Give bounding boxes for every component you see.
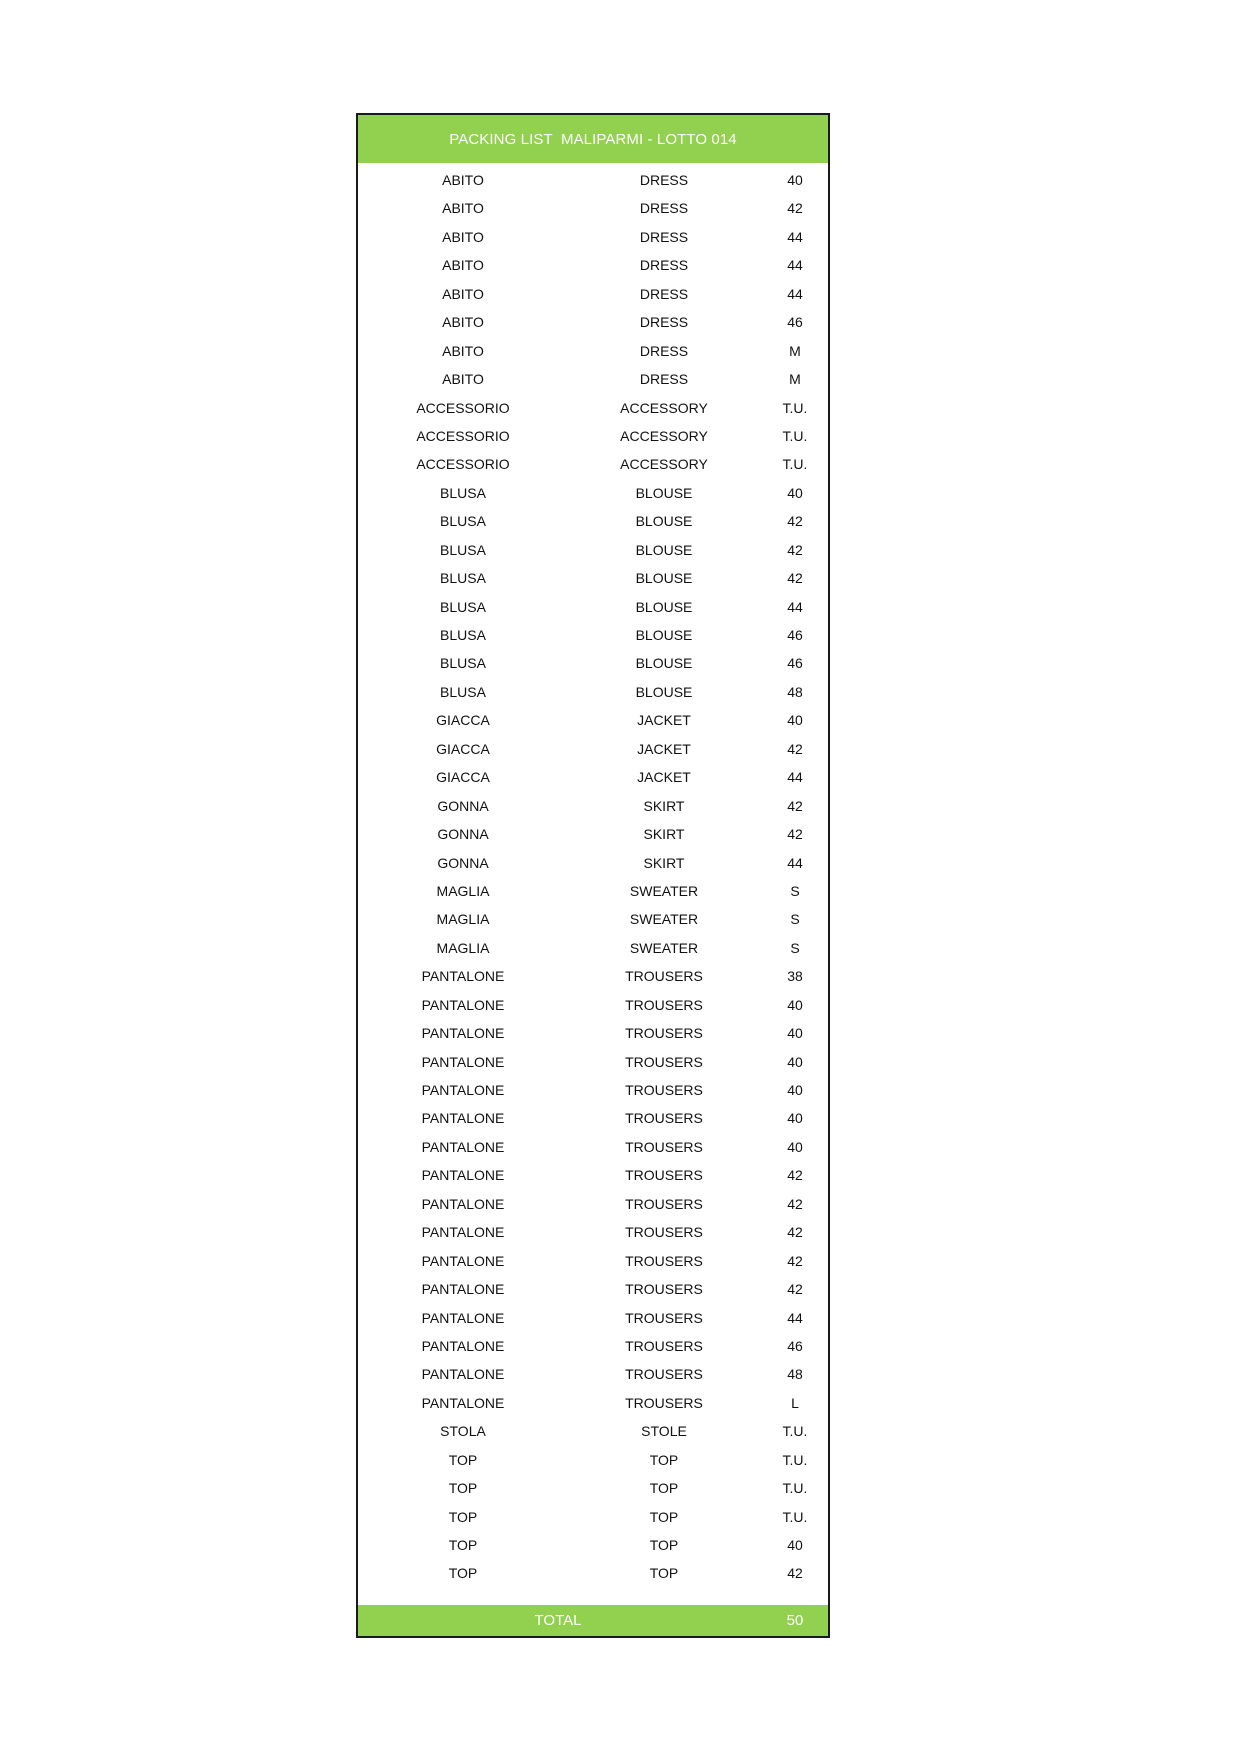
item-size: 42 bbox=[787, 797, 803, 814]
item-size: 42 bbox=[787, 1167, 803, 1184]
item-italian-name: MAGLIA bbox=[436, 939, 490, 956]
table-row bbox=[358, 1474, 828, 1502]
packing-list-rows bbox=[358, 166, 828, 1588]
item-italian-name: PANTALONE bbox=[421, 1281, 505, 1298]
item-italian-name: PANTALONE bbox=[421, 1167, 505, 1184]
item-size: 42 bbox=[787, 1252, 803, 1269]
table-row bbox=[358, 507, 828, 535]
item-english-name: TROUSERS bbox=[625, 1110, 703, 1127]
item-italian-name: PANTALONE bbox=[421, 1337, 505, 1354]
item-size: 44 bbox=[787, 769, 803, 786]
item-italian-name: GIACCA bbox=[436, 769, 490, 786]
item-italian-name: PANTALONE bbox=[421, 1110, 505, 1127]
item-italian-name: BLUSA bbox=[440, 683, 486, 700]
item-italian-name: PANTALONE bbox=[421, 1082, 505, 1098]
item-size: S bbox=[790, 911, 800, 928]
item-italian-name: TOP bbox=[448, 1565, 478, 1582]
table-row bbox=[358, 1104, 828, 1132]
item-size: 42 bbox=[787, 740, 803, 757]
item-italian-name: TOP bbox=[448, 1537, 478, 1553]
item-italian-name: PANTALONE bbox=[421, 1195, 505, 1212]
item-size: T.U. bbox=[782, 427, 808, 444]
item-english-name: SWEATER bbox=[629, 939, 699, 956]
table-row bbox=[358, 337, 828, 365]
item-italian-name: BLUSA bbox=[440, 513, 486, 530]
item-italian-name: ABITO bbox=[442, 285, 484, 302]
packing-list-title: PACKING LIST MALIPARMI - LOTTO 014 bbox=[358, 115, 828, 163]
total-bar bbox=[358, 1605, 828, 1636]
item-english-name: TROUSERS bbox=[625, 1309, 703, 1326]
table-row bbox=[358, 1076, 828, 1104]
item-size: 40 bbox=[787, 484, 803, 501]
item-italian-name: ABITO bbox=[442, 200, 484, 217]
table-row bbox=[358, 905, 828, 933]
item-english-name: TROUSERS bbox=[625, 1281, 703, 1298]
item-english-name: TROUSERS bbox=[625, 1224, 703, 1241]
item-size: 38 bbox=[787, 968, 803, 985]
total-value: 50 bbox=[786, 1612, 804, 1629]
item-italian-name: PANTALONE bbox=[421, 968, 505, 985]
item-italian-name: BLUSA bbox=[440, 570, 486, 587]
item-size: 46 bbox=[787, 1337, 803, 1354]
item-italian-name: ABITO bbox=[442, 172, 484, 188]
item-size: T.U. bbox=[782, 1480, 808, 1497]
table-row bbox=[358, 1417, 828, 1445]
item-size: 44 bbox=[787, 257, 803, 274]
table-row bbox=[358, 962, 828, 990]
total-label: TOTAL bbox=[534, 1612, 582, 1629]
item-italian-name: PANTALONE bbox=[421, 1252, 505, 1269]
item-english-name: JACKET bbox=[637, 740, 691, 757]
item-size: 44 bbox=[787, 285, 803, 302]
table-row bbox=[358, 280, 828, 308]
item-size: 44 bbox=[787, 854, 803, 871]
item-size: 42 bbox=[787, 570, 803, 587]
item-italian-name: GONNA bbox=[437, 854, 489, 871]
item-size: 40 bbox=[787, 1082, 803, 1098]
table-row bbox=[358, 422, 828, 450]
table-row bbox=[358, 1048, 828, 1076]
item-size: 40 bbox=[787, 712, 803, 729]
item-italian-name: BLUSA bbox=[440, 627, 486, 643]
table-row bbox=[358, 706, 828, 734]
item-english-name: SKIRT bbox=[643, 797, 685, 814]
item-size: T.U. bbox=[782, 399, 808, 416]
item-english-name: TROUSERS bbox=[625, 996, 703, 1013]
item-english-name: JACKET bbox=[637, 769, 691, 786]
item-italian-name: ACCESSORIO bbox=[416, 427, 510, 444]
table-row bbox=[358, 621, 828, 649]
item-italian-name: ACCESSORIO bbox=[416, 456, 510, 473]
item-italian-name: GONNA bbox=[437, 826, 489, 843]
item-size: 44 bbox=[787, 1309, 803, 1326]
item-english-name: BLOUSE bbox=[635, 484, 693, 501]
item-size: 40 bbox=[787, 1053, 803, 1070]
table-row bbox=[358, 877, 828, 905]
item-size: T.U. bbox=[782, 1451, 808, 1468]
table-row bbox=[358, 251, 828, 279]
item-size: 46 bbox=[787, 627, 803, 643]
item-english-name: DRESS bbox=[639, 172, 689, 188]
item-english-name: BLOUSE bbox=[635, 627, 693, 643]
item-size: L bbox=[791, 1394, 799, 1411]
item-english-name: TOP bbox=[649, 1537, 679, 1553]
item-italian-name: TOP bbox=[448, 1508, 478, 1525]
item-english-name: JACKET bbox=[637, 712, 691, 729]
item-italian-name: PANTALONE bbox=[421, 996, 505, 1013]
table-row bbox=[358, 1389, 828, 1417]
item-english-name: DRESS bbox=[639, 371, 689, 388]
item-english-name: DRESS bbox=[639, 342, 689, 359]
table-row bbox=[358, 394, 828, 422]
item-italian-name: GIACCA bbox=[436, 712, 490, 729]
item-english-name: BLOUSE bbox=[635, 513, 693, 530]
item-english-name: TROUSERS bbox=[625, 1138, 703, 1155]
item-size: 40 bbox=[787, 1537, 803, 1553]
item-italian-name: ABITO bbox=[442, 228, 484, 245]
table-row bbox=[358, 1247, 828, 1275]
item-size: 40 bbox=[787, 996, 803, 1013]
item-english-name: TROUSERS bbox=[625, 1195, 703, 1212]
table-row bbox=[358, 1446, 828, 1474]
item-size: M bbox=[789, 342, 801, 359]
item-italian-name: TOP bbox=[448, 1451, 478, 1468]
item-size: S bbox=[790, 939, 800, 956]
table-row bbox=[358, 194, 828, 222]
item-italian-name: STOLA bbox=[440, 1423, 486, 1440]
item-english-name: TROUSERS bbox=[625, 968, 703, 985]
table-row bbox=[358, 1133, 828, 1161]
item-italian-name: PANTALONE bbox=[421, 1025, 505, 1042]
table-row bbox=[358, 820, 828, 848]
table-row bbox=[358, 1332, 828, 1360]
item-english-name: BLOUSE bbox=[635, 598, 693, 615]
item-italian-name: PANTALONE bbox=[421, 1309, 505, 1326]
item-italian-name: PANTALONE bbox=[421, 1394, 505, 1411]
item-english-name: ACCESSORY bbox=[620, 456, 708, 473]
item-italian-name: ABITO bbox=[442, 342, 484, 359]
table-row bbox=[358, 849, 828, 877]
item-english-name: STOLE bbox=[641, 1423, 687, 1440]
table-row bbox=[358, 536, 828, 564]
table-row bbox=[358, 450, 828, 478]
item-english-name: DRESS bbox=[639, 285, 689, 302]
item-english-name: DRESS bbox=[639, 200, 689, 217]
table-row bbox=[358, 166, 828, 194]
item-italian-name: PANTALONE bbox=[421, 1053, 505, 1070]
item-english-name: TOP bbox=[649, 1480, 679, 1497]
table-row bbox=[358, 1275, 828, 1303]
table-row bbox=[358, 1360, 828, 1388]
item-english-name: DRESS bbox=[639, 314, 689, 331]
item-italian-name: ABITO bbox=[442, 371, 484, 388]
item-size: 42 bbox=[787, 200, 803, 217]
item-english-name: TOP bbox=[649, 1451, 679, 1468]
item-size: T.U. bbox=[782, 1508, 808, 1525]
item-english-name: ACCESSORY bbox=[620, 427, 708, 444]
item-english-name: SWEATER bbox=[629, 911, 699, 928]
item-english-name: BLOUSE bbox=[635, 683, 693, 700]
item-italian-name: MAGLIA bbox=[436, 911, 490, 928]
table-row bbox=[358, 1531, 828, 1559]
item-size: M bbox=[789, 371, 801, 388]
table-row bbox=[358, 1190, 828, 1218]
table-row bbox=[358, 593, 828, 621]
item-italian-name: ABITO bbox=[442, 257, 484, 274]
item-english-name: TROUSERS bbox=[625, 1025, 703, 1042]
item-size: 42 bbox=[787, 1224, 803, 1241]
item-size: S bbox=[790, 882, 800, 899]
item-size: 48 bbox=[787, 683, 803, 700]
packing-list-table bbox=[356, 113, 830, 1638]
item-english-name: DRESS bbox=[639, 257, 689, 274]
item-english-name: SKIRT bbox=[643, 826, 685, 843]
table-row bbox=[358, 792, 828, 820]
item-size: 42 bbox=[787, 1281, 803, 1298]
item-size: 42 bbox=[787, 513, 803, 530]
item-size: 46 bbox=[787, 314, 803, 331]
item-italian-name: GONNA bbox=[437, 797, 489, 814]
item-english-name: SWEATER bbox=[629, 882, 699, 899]
table-row bbox=[358, 678, 828, 706]
item-english-name: ACCESSORY bbox=[620, 399, 708, 416]
item-english-name: TROUSERS bbox=[625, 1082, 703, 1098]
item-size: 42 bbox=[787, 826, 803, 843]
item-english-name: TROUSERS bbox=[625, 1337, 703, 1354]
item-size: 48 bbox=[787, 1366, 803, 1383]
item-size: 40 bbox=[787, 1138, 803, 1155]
item-italian-name: PANTALONE bbox=[421, 1138, 505, 1155]
item-english-name: TOP bbox=[649, 1508, 679, 1525]
item-size: 40 bbox=[787, 1025, 803, 1042]
table-row bbox=[358, 1218, 828, 1246]
table-row bbox=[358, 365, 828, 393]
item-english-name: SKIRT bbox=[643, 854, 685, 871]
item-italian-name: ACCESSORIO bbox=[416, 399, 510, 416]
item-size: T.U. bbox=[782, 456, 808, 473]
table-row bbox=[358, 479, 828, 507]
item-italian-name: BLUSA bbox=[440, 598, 486, 615]
item-size: 44 bbox=[787, 598, 803, 615]
item-english-name: TOP bbox=[649, 1565, 679, 1582]
item-size: 42 bbox=[787, 1195, 803, 1212]
table-row bbox=[358, 1019, 828, 1047]
item-size: 42 bbox=[787, 1565, 803, 1582]
item-size: 42 bbox=[787, 541, 803, 558]
item-italian-name: PANTALONE bbox=[421, 1224, 505, 1241]
item-italian-name: PANTALONE bbox=[421, 1366, 505, 1383]
item-size: 40 bbox=[787, 172, 803, 188]
table-row bbox=[358, 934, 828, 962]
item-english-name: TROUSERS bbox=[625, 1366, 703, 1383]
item-size: 40 bbox=[787, 1110, 803, 1127]
table-row bbox=[358, 649, 828, 677]
table-row bbox=[358, 1559, 828, 1587]
item-english-name: DRESS bbox=[639, 228, 689, 245]
table-row bbox=[358, 223, 828, 251]
item-english-name: BLOUSE bbox=[635, 655, 693, 672]
item-size: 46 bbox=[787, 655, 803, 672]
table-row bbox=[358, 991, 828, 1019]
table-row bbox=[358, 1161, 828, 1189]
item-italian-name: GIACCA bbox=[436, 740, 490, 757]
item-english-name: TROUSERS bbox=[625, 1167, 703, 1184]
table-row bbox=[358, 763, 828, 791]
item-italian-name: ABITO bbox=[442, 314, 484, 331]
item-italian-name: BLUSA bbox=[440, 484, 486, 501]
table-row bbox=[358, 1304, 828, 1332]
item-italian-name: MAGLIA bbox=[436, 882, 490, 899]
item-english-name: BLOUSE bbox=[635, 570, 693, 587]
item-size: 44 bbox=[787, 228, 803, 245]
item-english-name: BLOUSE bbox=[635, 541, 693, 558]
item-size: T.U. bbox=[782, 1423, 808, 1440]
item-english-name: TROUSERS bbox=[625, 1053, 703, 1070]
item-italian-name: BLUSA bbox=[440, 541, 486, 558]
item-italian-name: TOP bbox=[448, 1480, 478, 1497]
table-row bbox=[358, 735, 828, 763]
table-row bbox=[358, 1503, 828, 1531]
item-english-name: TROUSERS bbox=[625, 1394, 703, 1411]
table-row bbox=[358, 308, 828, 336]
table-row bbox=[358, 564, 828, 592]
item-english-name: TROUSERS bbox=[625, 1252, 703, 1269]
item-italian-name: BLUSA bbox=[440, 655, 486, 672]
